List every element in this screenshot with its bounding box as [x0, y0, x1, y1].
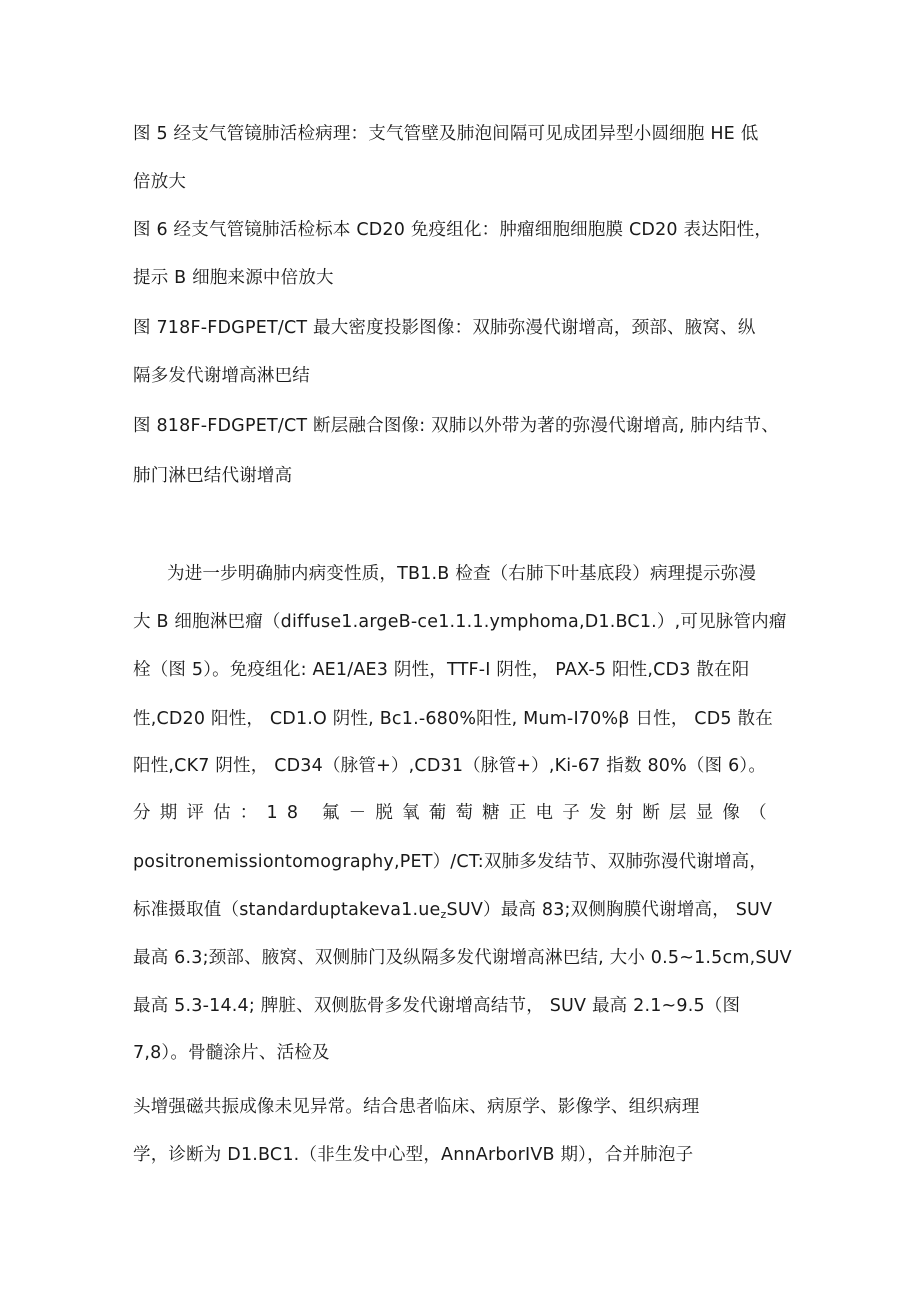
body-line-6: 分期评估：18 氟－脱氧葡萄糖正电子发射断层显像（ [133, 803, 776, 823]
caption-fig5-line2: 倍放大 [133, 172, 187, 192]
body-line-5: 阳性,CK7 阴性， CD34（脉管+）,CD31（脉管+）,Ki-67 指数 80%（图 6）。 [133, 756, 767, 776]
body-line-8-part1: 标准摄取值（standarduptakeva1.ue [133, 900, 441, 920]
body-line-1: 为进一步明确肺内病变性质，TB1.B 检查（右肺下叶基底段）病理提示弥漫 [167, 564, 757, 584]
body-line-10: 最高 5.3-14.4; 脾脏、双侧肱骨多发代谢增高结节， SUV 最高 2.1~9.5（图 [133, 996, 741, 1016]
caption-fig6-line1: 图 6 经支气管镜肺活检标本 CD20 免疫组化：肿瘤细胞细胞膜 CD20 表达阳性， [133, 220, 773, 240]
body-line-11: 7,8）。骨髓涂片、活检及 [133, 1043, 330, 1063]
caption-fig7-line1: 图 718F-FDGPET/CT 最大密度投影图像：双肺弥漫代谢增高，颈部、腋窝、纵 [133, 318, 756, 338]
caption-fig6-line2: 提示 B 细胞来源中倍放大 [133, 268, 334, 288]
body-line-8 [133, 898, 772, 927]
caption-fig7-line2: 隔多发代谢增高淋巴结 [133, 366, 310, 386]
caption-fig8-line2: 肺门淋巴结代谢增高 [133, 466, 293, 486]
body-line-13: 学，诊断为 D1.BC1.（非生发中心型，AnnArborIVB 期），合并肺泡子 [133, 1145, 694, 1165]
caption-fig5-line1: 图 5 经支气管镜肺活检病理：支气管壁及肺泡间隔可见成团异型小圆细胞 HE 低 [133, 124, 759, 144]
body-line-12: 头增强磁共振成像未见异常。结合患者临床、病原学、影像学、组织病理 [133, 1097, 700, 1117]
body-line-7: positronemissiontomography,PET）/CT:双肺多发结节、双肺弥漫代谢增高， [133, 852, 768, 872]
body-line-3: 栓（图 5）。免疫组化: AE1/AE3 阴性，TTF-I 阴性， PAX-5 阳性,CD3 散在阳 [133, 660, 750, 680]
subscript-z: z [440, 908, 447, 921]
body-line-9: 最高 6.3;颈部、腋窝、双侧肺门及纵隔多发代谢增高淋巴结, 大小 0.5~1.5cm,SUV [133, 948, 792, 968]
body-line-2: 大 B 细胞淋巴瘤（diffuse1.argeB-ce1.1.1.ymphoma,D1.BC1.）,可见脉管内瘤 [133, 612, 787, 632]
body-line-8-part2: SUV）最高 83;双侧胸膜代谢增高， SUV [446, 900, 773, 920]
caption-fig8-line1: 图 818F-FDGPET/CT 断层融合图像: 双肺以外带为著的弥漫代谢增高, 肺内结节、 [133, 416, 779, 436]
body-line-4: 性,CD20 阳性， CD1.O 阴性, Bc1.-680%阳性, Mum-I70%β 日性， CD5 散在 [133, 709, 773, 729]
